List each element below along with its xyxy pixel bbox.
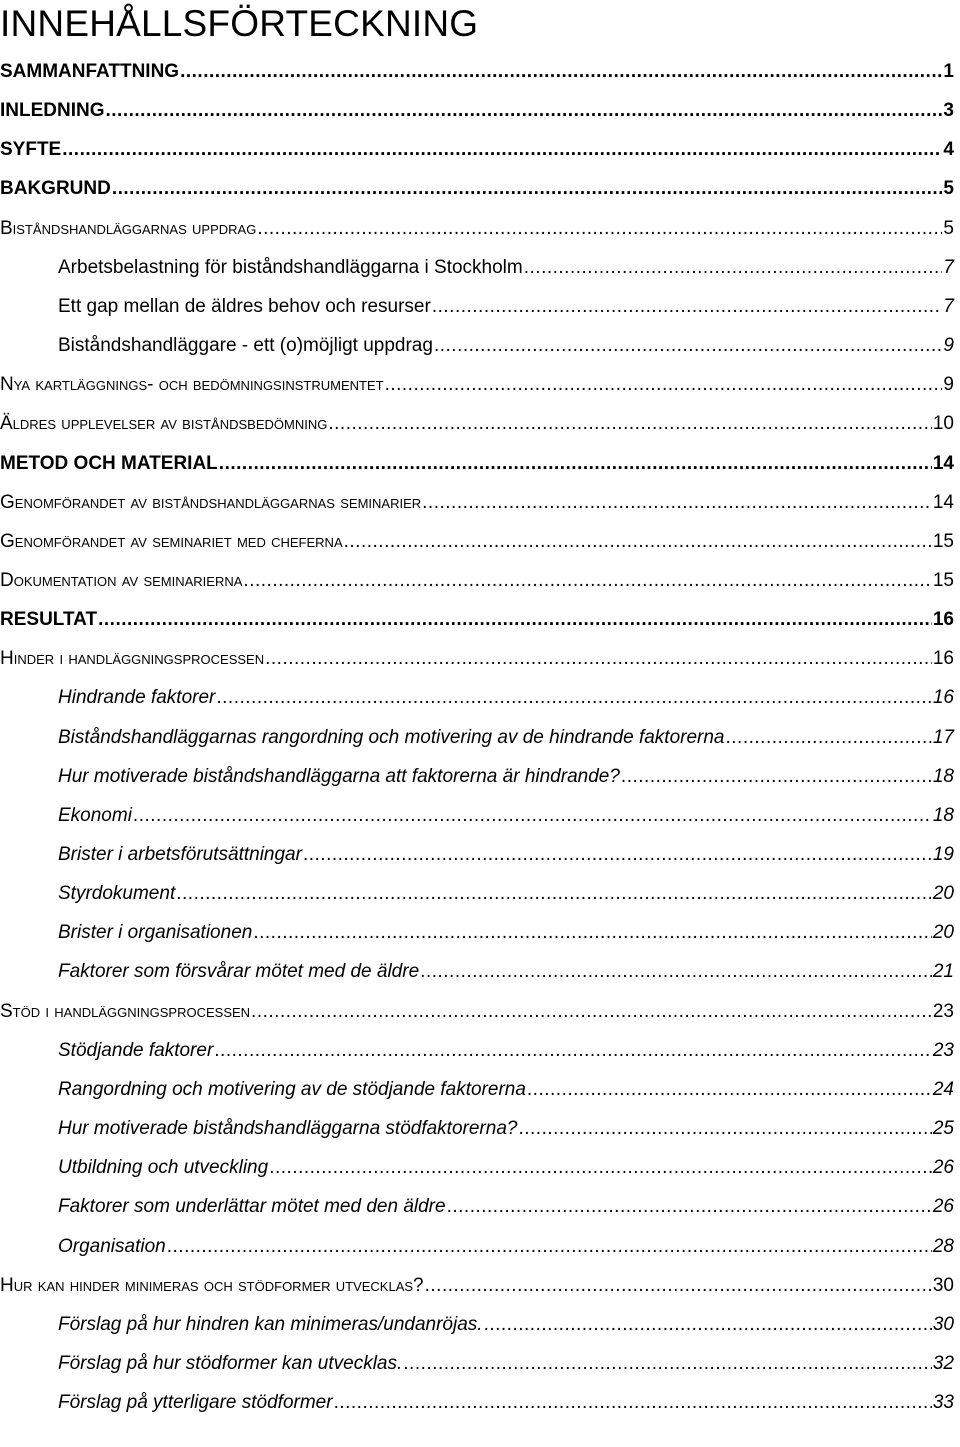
toc-entry-label: Förslag på ytterligare stödformer <box>58 1392 333 1413</box>
dot-leader <box>524 253 943 283</box>
dot-leader <box>214 1036 932 1066</box>
toc-entry-page-number: 7 <box>943 257 954 278</box>
dot-leader <box>167 1232 932 1262</box>
toc-entry[interactable] <box>58 840 954 870</box>
toc-entry-page-number: 10 <box>932 413 954 434</box>
dot-leader <box>432 292 943 322</box>
toc-entry-page-number: 7 <box>943 296 954 317</box>
toc-entry[interactable] <box>0 488 954 518</box>
dot-leader <box>344 527 932 557</box>
toc-entry[interactable] <box>58 1114 954 1144</box>
dot-leader <box>257 214 942 244</box>
toc-entry-page-number: 16 <box>932 648 954 669</box>
dot-leader <box>253 918 932 948</box>
toc-entry-page-number: 14 <box>932 492 954 513</box>
toc-entry-page-number: 32 <box>932 1353 954 1374</box>
toc-entry[interactable] <box>0 214 954 244</box>
toc-entry-label: Hur kan hinder minimeras och stödformer utvecklas? <box>0 1275 424 1296</box>
toc-entry-page-number: 20 <box>932 883 954 904</box>
dot-leader <box>484 1310 932 1340</box>
toc-entry[interactable] <box>58 683 954 713</box>
toc-entry-label: Stödjande faktorer <box>58 1040 214 1061</box>
toc-entry[interactable] <box>58 1075 954 1105</box>
dot-leader <box>527 1075 932 1105</box>
toc-entry-page-number: 28 <box>932 1236 954 1257</box>
toc-entry-page-number: 18 <box>932 766 954 787</box>
toc-entry-page-number: 30 <box>932 1275 954 1296</box>
toc-entry-page-number: 26 <box>932 1157 954 1178</box>
toc-entry[interactable] <box>58 801 954 831</box>
toc-entry-label: Brister i organisationen <box>58 922 253 943</box>
toc-entry[interactable] <box>0 997 954 1027</box>
toc-entry[interactable] <box>0 96 954 126</box>
toc-entry[interactable] <box>58 1036 954 1066</box>
toc-entry[interactable] <box>0 370 954 400</box>
toc-entry-page-number: 19 <box>932 844 954 865</box>
dot-leader <box>420 957 932 987</box>
toc-entry-label: SAMMANFATTNING <box>0 61 180 82</box>
toc-entry[interactable] <box>58 1192 954 1222</box>
toc-entry-label: Ett gap mellan de äldres behov och resurser <box>58 296 431 317</box>
toc-entry-label: Faktorer som underlättar mötet med den äldre <box>58 1196 446 1217</box>
toc-entry-label: Äldres upplevelser av biståndsbedömning <box>0 413 328 434</box>
toc-entry-label: SYFTE <box>0 139 62 160</box>
toc-entry-label: Styrdokument <box>58 883 176 904</box>
dot-leader <box>112 174 943 204</box>
toc-entry-label: Ekonomi <box>58 805 132 826</box>
toc-entry[interactable] <box>58 957 954 987</box>
toc-entry-label: Hur motiverade biståndshandläggarna att faktorerna är hindrande? <box>58 766 620 787</box>
dot-leader <box>133 801 932 831</box>
toc-entry-label: Stöd i handläggningsprocessen <box>0 1001 251 1022</box>
toc-entry[interactable] <box>58 292 954 322</box>
toc-entry-page-number: 15 <box>932 531 954 552</box>
toc-entry[interactable] <box>58 723 954 753</box>
toc-entry-page-number: 30 <box>932 1314 954 1335</box>
toc-entry-label: Organisation <box>58 1236 166 1257</box>
toc-entry-label: Hindrande faktorer <box>58 687 216 708</box>
toc-entry-page-number: 20 <box>932 922 954 943</box>
dot-leader <box>403 1349 932 1379</box>
toc-entry-label: Förslag på hur stödformer kan utvecklas. <box>58 1353 403 1374</box>
dot-leader <box>726 723 932 753</box>
toc-entry-label: Arbetsbelastning för biståndshandläggarna i Stockholm <box>58 257 523 278</box>
toc-entry-page-number: 5 <box>943 178 954 199</box>
toc-entry-label: Rangordning och motivering av de stödjande faktorerna <box>58 1079 526 1100</box>
toc-entry[interactable] <box>0 644 954 674</box>
toc-entry-page-number: 4 <box>943 139 954 160</box>
toc-entry-page-number: 16 <box>932 609 954 630</box>
toc-entry[interactable] <box>58 879 954 909</box>
toc-entry-page-number: 17 <box>932 727 954 748</box>
dot-leader <box>422 488 932 518</box>
toc-entry-label: Brister i arbetsförutsättningar <box>58 844 302 865</box>
dot-leader <box>216 683 931 713</box>
toc-entry[interactable] <box>0 409 954 439</box>
dot-leader <box>251 997 932 1027</box>
dot-leader <box>62 135 942 165</box>
toc-entry-page-number: 9 <box>943 374 954 395</box>
dot-leader <box>106 96 943 126</box>
toc-entry-page-number: 23 <box>932 1040 954 1061</box>
toc-entry-page-number: 23 <box>932 1001 954 1022</box>
toc-entry-label: BAKGRUND <box>0 178 111 199</box>
toc-entry[interactable] <box>0 449 954 479</box>
toc-entry-page-number: 21 <box>932 961 954 982</box>
dot-leader <box>328 409 932 439</box>
toc-entry-label: Utbildning och utveckling <box>58 1157 269 1178</box>
toc-entry-label: Faktorer som försvårar mötet med de äldre <box>58 961 420 982</box>
toc-entry-label: Biståndshandläggarnas uppdrag <box>0 218 257 239</box>
toc-entry-page-number: 14 <box>932 453 954 474</box>
toc-entry-page-number: 18 <box>932 805 954 826</box>
toc-entry[interactable] <box>58 762 954 792</box>
toc-entry-label: Hur motiverade biståndshandläggarna stödfaktorerna? <box>58 1118 518 1139</box>
toc-entry[interactable] <box>0 566 954 596</box>
toc-entry-page-number: 24 <box>932 1079 954 1100</box>
toc-entry-label: METOD OCH MATERIAL <box>0 453 218 474</box>
dot-leader <box>425 1271 932 1301</box>
toc-entry-page-number: 15 <box>932 570 954 591</box>
dot-leader <box>176 879 932 909</box>
dot-leader <box>219 449 932 479</box>
dot-leader <box>180 57 942 87</box>
toc-entry-label: RESULTAT <box>0 609 98 630</box>
dot-leader <box>621 762 932 792</box>
toc-entry-page-number: 9 <box>943 335 954 356</box>
dot-leader <box>303 840 932 870</box>
toc-entry[interactable] <box>58 1153 954 1183</box>
dot-leader <box>269 1153 932 1183</box>
toc-entry[interactable] <box>0 1271 954 1301</box>
toc-entry[interactable] <box>0 527 954 557</box>
toc-entry[interactable] <box>58 253 954 283</box>
toc-entry-label: Dokumentation av seminarierna <box>0 570 243 591</box>
toc-entry[interactable] <box>0 135 954 165</box>
dot-leader <box>447 1192 932 1222</box>
toc-entry-page-number: 1 <box>943 61 954 82</box>
toc-entry-label: Förslag på hur hindren kan minimeras/undanröjas. <box>58 1314 483 1335</box>
dot-leader <box>243 566 931 596</box>
toc-entry-page-number: 26 <box>932 1196 954 1217</box>
toc-entry-page-number: 25 <box>932 1118 954 1139</box>
toc-entry-label: Genomförandet av seminariet med cheferna <box>0 531 343 552</box>
toc-entry[interactable] <box>0 57 954 87</box>
toc-entry[interactable] <box>58 1388 954 1418</box>
toc-entry-page-number: 5 <box>943 218 954 239</box>
dot-leader <box>518 1114 931 1144</box>
toc-entry[interactable] <box>0 174 954 204</box>
toc-entry-label: Biståndshandläggarnas rangordning och motivering av de hindrande faktorerna <box>58 727 725 748</box>
dot-leader <box>434 331 942 361</box>
toc-entry-label: Hinder i handläggningsprocessen <box>0 648 265 669</box>
toc-entry[interactable] <box>58 918 954 948</box>
toc-entry-label: Genomförandet av biståndshandläggarnas seminarier <box>0 492 422 513</box>
toc-entry[interactable] <box>0 605 954 635</box>
toc-entry[interactable] <box>58 1349 954 1379</box>
toc-entry-page-number: 3 <box>943 100 954 121</box>
page-title: INNEHÅLLSFÖRTECKNING <box>0 3 479 44</box>
toc-entry[interactable] <box>58 1232 954 1262</box>
toc-entry[interactable] <box>58 1310 954 1340</box>
dot-leader <box>265 644 932 674</box>
toc-entry-label: INLEDNING <box>0 100 105 121</box>
dot-leader <box>385 370 943 400</box>
toc-entry-page-number: 33 <box>932 1392 954 1413</box>
toc-entry[interactable] <box>58 331 954 361</box>
toc-entry-label: Biståndshandläggare - ett (o)möjligt uppdrag <box>58 335 433 356</box>
dot-leader <box>334 1388 932 1418</box>
toc-entry-label: Nya kartläggnings- och bedömningsinstrumentet <box>0 374 384 395</box>
dot-leader <box>98 605 932 635</box>
toc-entry-page-number: 16 <box>932 687 954 708</box>
